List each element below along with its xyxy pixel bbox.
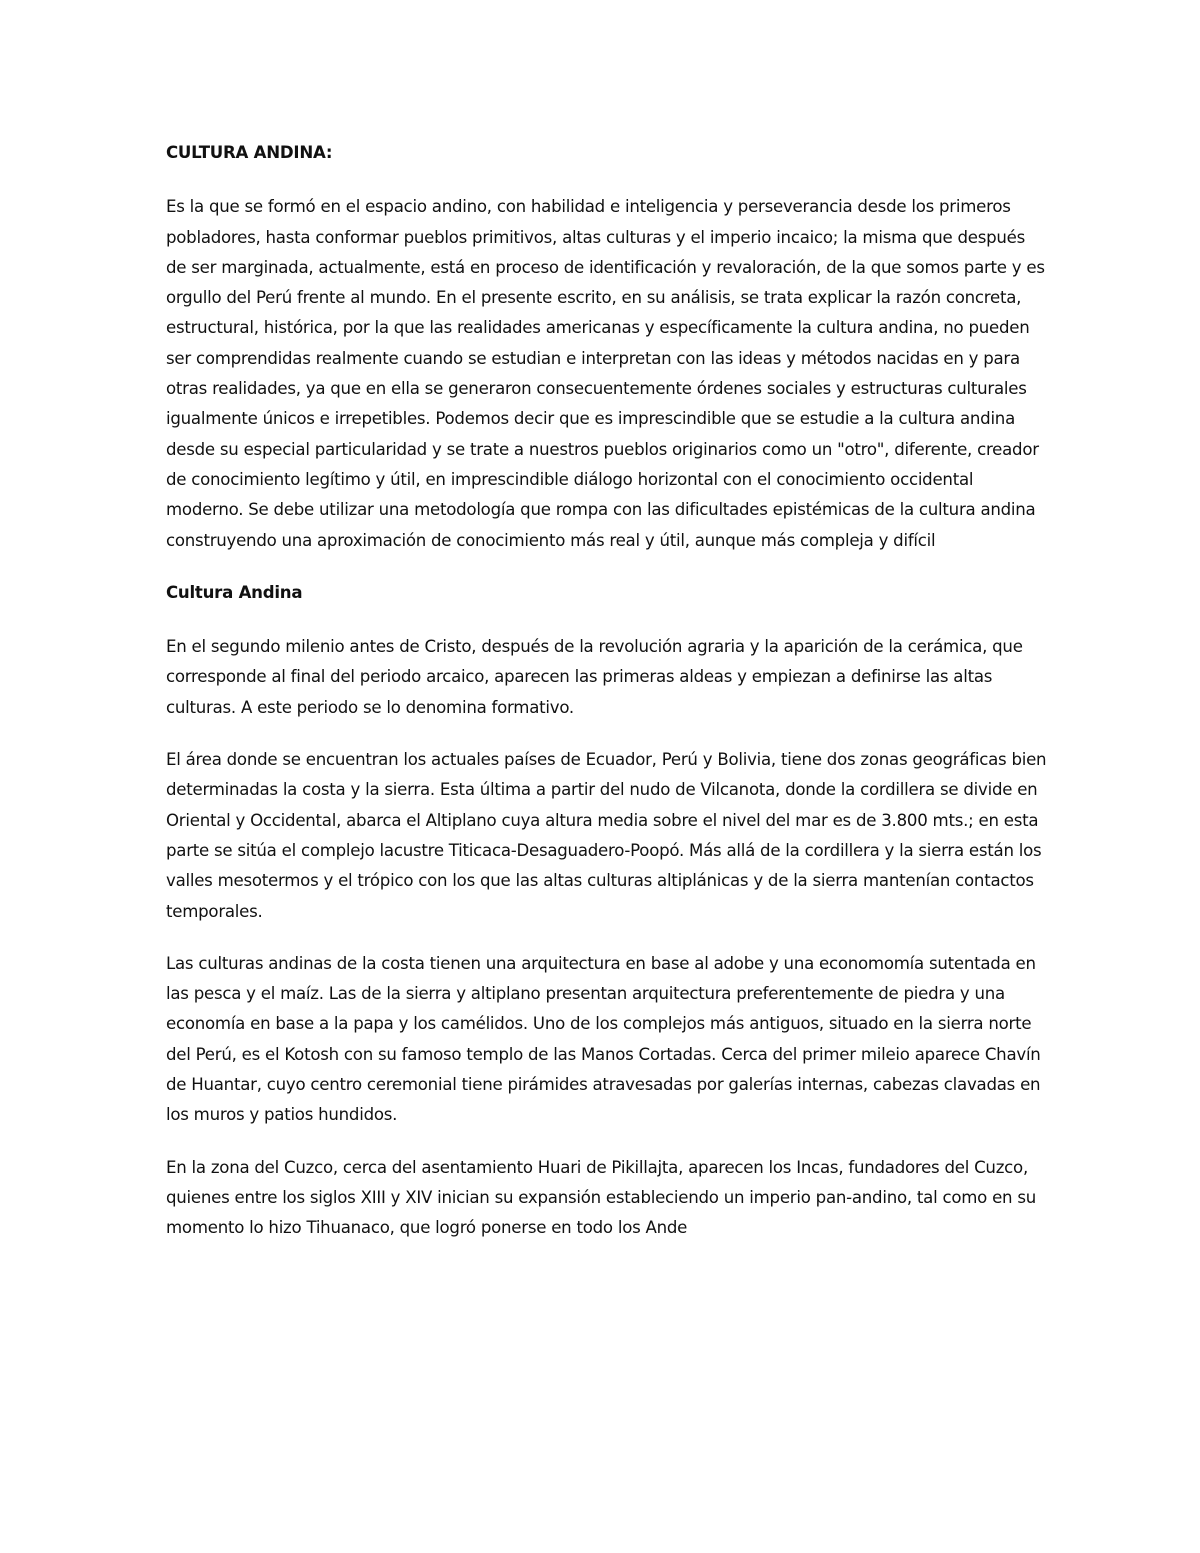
body-paragraph: El área donde se encuentran los actuales países de Ecuador, Perú y Bolivia, tiene dos zonas geográficas bien determinadas la costa y la sierra. Esta última a partir del nudo de Vilcanota, donde la cordillera se divide en Oriental y Occidental, abarca el Altiplano cuya altura media sobre el nivel del mar es de 3.800 mts.; en esta parte se sitúa el complejo lacustre Titicaca-Desaguadero-Poopó. Más allá de la cordillera y la sierra están los valles mesotermos y el trópico con los que las altas culturas altiplánicas y de la sierra mantenían contactos temporales. <box>166 750 1047 921</box>
body-paragraph: En el segundo milenio antes de Cristo, después de la revolución agraria y la aparición de la cerámica, que corresponde al final del periodo arcaico, aparecen las primeras aldeas y empiezan a definirse las altas culturas. A este periodo se lo denomina formativo. <box>166 637 1023 717</box>
body-paragraph: Las culturas andinas de la costa tienen una arquitectura en base al adobe y una economomía sutentada en las pesca y el maíz. Las de la sierra y altiplano presentan arquitectura preferentemente de piedra y una economía en base a la papa y los camélidos. Uno de los complejos más antiguos, situado en la sierra norte del Perú, es el Kotosh con su famoso templo de las Manos Cortadas. Cerca del primer mileio aparece Chavín de Huantar, cuyo centro ceremonial tiene pirámides atravesadas por galerías internas, cabezas clavadas en los muros y patios hundidos. <box>166 953 1041 1125</box>
intro-paragraph: Es la que se formó en el espacio andino, con habilidad e inteligencia y perseverancia desde los primeros pobladores, hasta conformar pueblos primitivos, altas culturas y el imperio incaico; la misma que después de ser marginada, actualmente, está en proceso de identificación y revaloración, de la que somos parte y es orgullo del Perú frente al mundo. En el presente escrito, en su análisis, se trata explicar la razón concreta, estructural, histórica, por la que las realidades americanas y específicamente la cultura andina, no pueden ser comprendidas realmente cuando se estudian e interpretan con las ideas y métodos nacidas en y para otras realidades, ya que en ella se generaron consecuentemente órdenes sociales y estructuras culturales igualmente únicos e irrepetibles. Podemos decir que es imprescindible que se estudie a la cultura andina desde su especial particularidad y se trate a nuestros pueblos originarios como un "otro", diferente, creador de conocimiento legítimo y útil, en imprescindible diálogo horizontal con el conocimiento occidental moderno. Se debe utilizar una metodología que rompa con las dificultades epistémicas de la cultura andina construyendo una aproximación de conocimiento más real y útil, aunque más compleja y difícil <box>166 197 1045 550</box>
body-paragraph: En la zona del Cuzco, cerca del asentamiento Huari de Pikillajta, aparecen los Incas, fundadores del Cuzco, quienes entre los siglos XIII y XIV inician su expansión estableciendo un imperio pan-andino, tal como en su momento lo hizo Tihuanaco, que logró ponerse en todo los Ande <box>166 1157 1037 1238</box>
section-heading: Cultura Andina <box>166 582 303 602</box>
document-title: CULTURA ANDINA: <box>166 143 333 162</box>
